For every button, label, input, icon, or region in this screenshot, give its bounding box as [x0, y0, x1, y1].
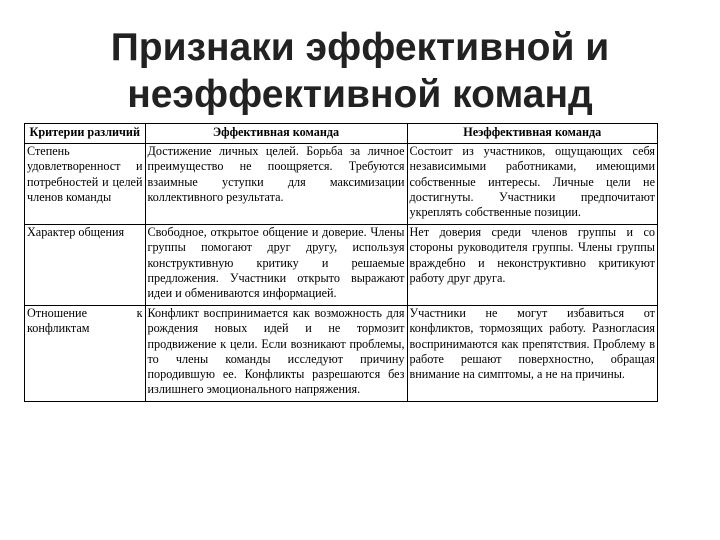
header-effective-team: Эффективная команда [145, 124, 407, 144]
header-ineffective-team: Неэффективная команда [407, 124, 657, 144]
table-row [25, 225, 657, 306]
row-effective: Свободное, открытое общение и доверие. Члены группы помогают друг другу, используя конструктивную критику и решаемые предложения. Участники открыто выражают идеи и обмениваются информацией. [145, 225, 407, 306]
row-criterion: Характер общения [25, 225, 145, 306]
row-criterion: Отношение к конфликтам [25, 306, 145, 402]
slide-title-line-1: Признаки эффективной и [110, 26, 610, 69]
row-effective: Конфликт воспринимается как возможность для рождения новых идей и не тормозит продвижение к цели. Если возникают проблемы, то члены команды исследуют причину породившую ее. Конфликты разрешаются без излишнего эмоционального напряжения. [145, 306, 407, 402]
row-effective: Достижение личных целей. Борьба за личное преимущество не поощряется. Требуются взаимные уступки для максимизации коллективного результата. [145, 144, 407, 225]
slide-title [0, 24, 720, 118]
table-header-row [25, 124, 657, 144]
row-ineffective: Нет доверия среди членов группы и со стороны руководителя группы. Члены группы враждебно и неконструктивно критикуют работу друг друга. [407, 225, 657, 306]
row-criterion: Степень удовлетворенност и потребностей и целей членов команды [25, 144, 145, 225]
table-row [25, 144, 657, 225]
row-ineffective: Участники не могут избавиться от конфликтов, тормозящих работу. Разногласия воспринимаются как препятствия. Проблему в работе решают поверхностно, обращая внимание на симптомы, а не на причины. [407, 306, 657, 402]
slide-title-line-2: неэффективной команд [127, 73, 593, 116]
row-ineffective: Состоит из участников, ощущающих себя независимыми работниками, имеющими собственные интересы. Личные цели не достигнуты. Участники предпочитают укреплять собственные позиции. [407, 144, 657, 225]
table-row [25, 306, 657, 402]
header-criteria: Критерии различий [25, 124, 145, 144]
comparison-table [25, 124, 657, 401]
